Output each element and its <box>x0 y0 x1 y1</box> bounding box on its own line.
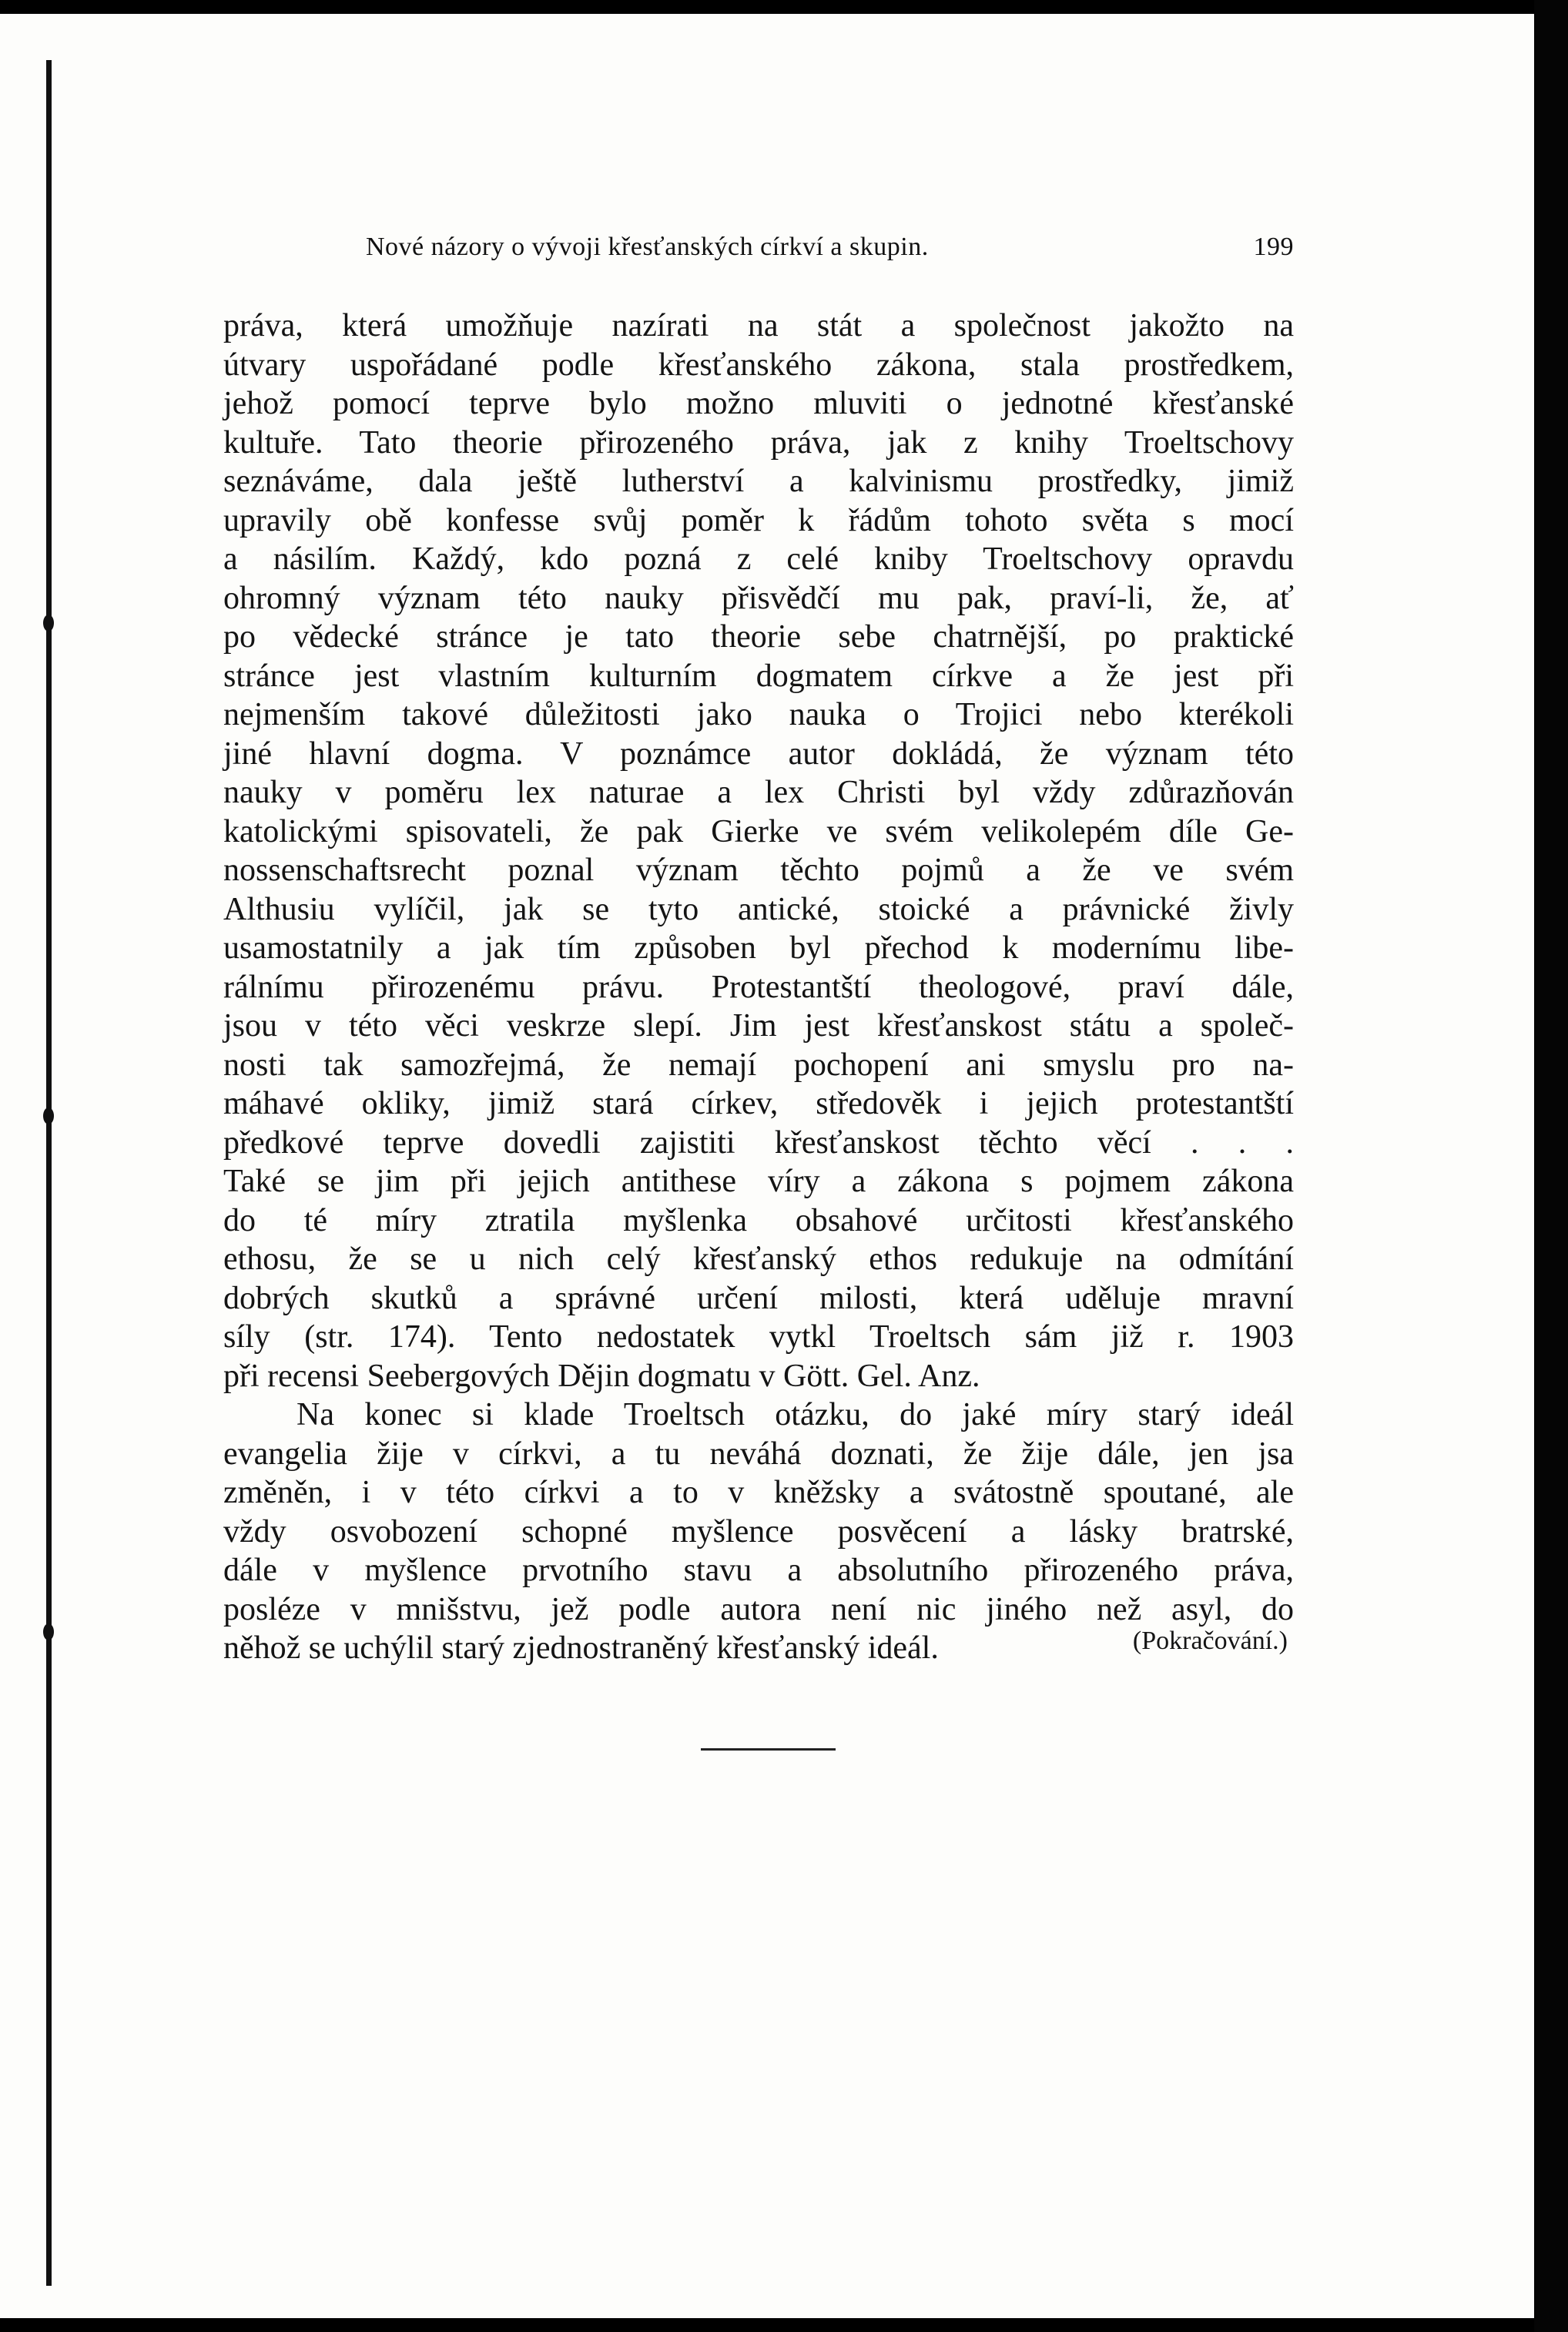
text-line: předkové teprve dovedli zajistiti křesťanskost těchto věcí . . . <box>223 1124 1294 1161</box>
text-line: při recensi Seebergových Dějin dogmatu v Gött. Gel. Anz. <box>223 1358 980 1394</box>
scan-edge <box>1534 0 1568 2332</box>
section-rule <box>701 1748 836 1751</box>
text-line: Také se jim při jejich antithese víry a zákona s pojmem zákona <box>223 1164 1294 1199</box>
text-line: jehož pomocí teprve bylo možno mluviti o jednotné křesťanské <box>223 386 1294 421</box>
binding-mark <box>43 1623 54 1640</box>
text-line: stránce jest vlastním kulturním dogmatem církve a že jest při <box>223 658 1294 694</box>
text-line: do té míry ztratila myšlenka obsahové určitosti křesťanského <box>223 1202 1294 1238</box>
text-line: jiné hlavní dogma. V poznámce autor dokládá, že význam této <box>223 735 1294 772</box>
text-line: dobrých skutků a správné určení milosti, která uděluje mravní <box>223 1280 1294 1316</box>
body-text <box>223 307 1294 1668</box>
paragraph-1 <box>223 307 1294 1396</box>
book-page <box>0 14 1534 2318</box>
text-line: katolickými spisovateli, že pak Gierke ve svém velikolepém díle Ge- <box>223 813 1294 849</box>
binding-shadow <box>46 60 52 2286</box>
text-line: kultuře. Tato theorie přirozeného práva, jak z knihy Troeltschovy <box>223 424 1294 461</box>
continuation-note: (Pokračování.) <box>1132 1627 1288 1655</box>
text-line: Na konec si klade Troeltsch otázku, do jaké míry starý ideál <box>297 1397 1294 1432</box>
text-line: něhož se uchýlil starý zjednostraněný křesťanský ideál. <box>223 1630 939 1666</box>
text-line: máhavé okliky, jimiž stará církev, středověk i jejich protestantští <box>223 1086 1294 1121</box>
text-line: usamostatnily a jak tím způsoben byl přechod k modernímu libe- <box>223 930 1294 966</box>
text-line: ethosu, že se u nich celý křesťanský ethos redukuje na odmítání <box>223 1241 1294 1277</box>
running-head-title: Nové názory o vývoji křesťanských církví a skupin. <box>366 233 929 261</box>
binding-mark <box>43 615 54 632</box>
text-line: upravily obě konfesse svůj poměr k řádům tohoto světa s mocí <box>223 502 1294 538</box>
text-line: jsou v této věci veskrze slepí. Jim jest křesťanskost státu a společ- <box>223 1008 1294 1044</box>
text-line: evangelia žije v církvi, a tu neváhá doznati, že žije dále, jen jsa <box>223 1436 1294 1472</box>
text-line: posléze v mnišstvu, jež podle autora není nic jiného než asyl, do <box>223 1591 1294 1627</box>
page-number: 199 <box>1253 233 1294 261</box>
text-line: nosti tak samozřejmá, že nemají pochopení ani smyslu pro na- <box>223 1047 1294 1083</box>
text-line: seznáváme, dala ještě lutherství a kalvinismu prostředky, jimiž <box>223 464 1294 499</box>
text-line: po vědecké stránce je tato theorie sebe chatrnější, po praktické <box>223 619 1294 655</box>
text-line: vždy osvobození schopné myšlence posvěcení a lásky bratrské, <box>223 1513 1294 1550</box>
running-head <box>231 233 1294 271</box>
text-line: změněn, i v této církvi a to v kněžsky a svátostně spoutané, ale <box>223 1475 1294 1510</box>
text-line: nauky v poměru lex naturae a lex Christi byl vždy zdůrazňován <box>223 775 1294 810</box>
text-line: dále v myšlence prvotního stavu a absolutního přirozeného práva, <box>223 1553 1294 1588</box>
text-line: rálnímu přirozenému právu. Protestantští theologové, praví dále, <box>223 969 1294 1005</box>
text-line: Althusiu vylíčil, jak se tyto antické, stoické a právnické živly <box>223 891 1294 927</box>
text-line: nejmenším takové důležitosti jako nauka o Trojici nebo kterékoli <box>223 697 1294 732</box>
text-line: síly (str. 174). Tento nedostatek vytkl Troeltsch sám již r. 1903 <box>223 1319 1294 1355</box>
text-line: a násilím. Každý, kdo pozná z celé kniby Troeltschovy opravdu <box>223 541 1294 577</box>
binding-mark <box>43 1107 54 1124</box>
text-line: útvary uspořádané podle křesťanského zákona, stala prostředkem, <box>223 347 1294 383</box>
text-line: práva, která umožňuje nazírati na stát a společnost jakožto na <box>223 308 1294 343</box>
text-line: ohromný význam této nauky přisvědčí mu pak, praví-li, že, ať <box>223 580 1294 616</box>
text-line: nossenschaftsrecht poznal význam těchto pojmů a že ve svém <box>223 853 1294 888</box>
